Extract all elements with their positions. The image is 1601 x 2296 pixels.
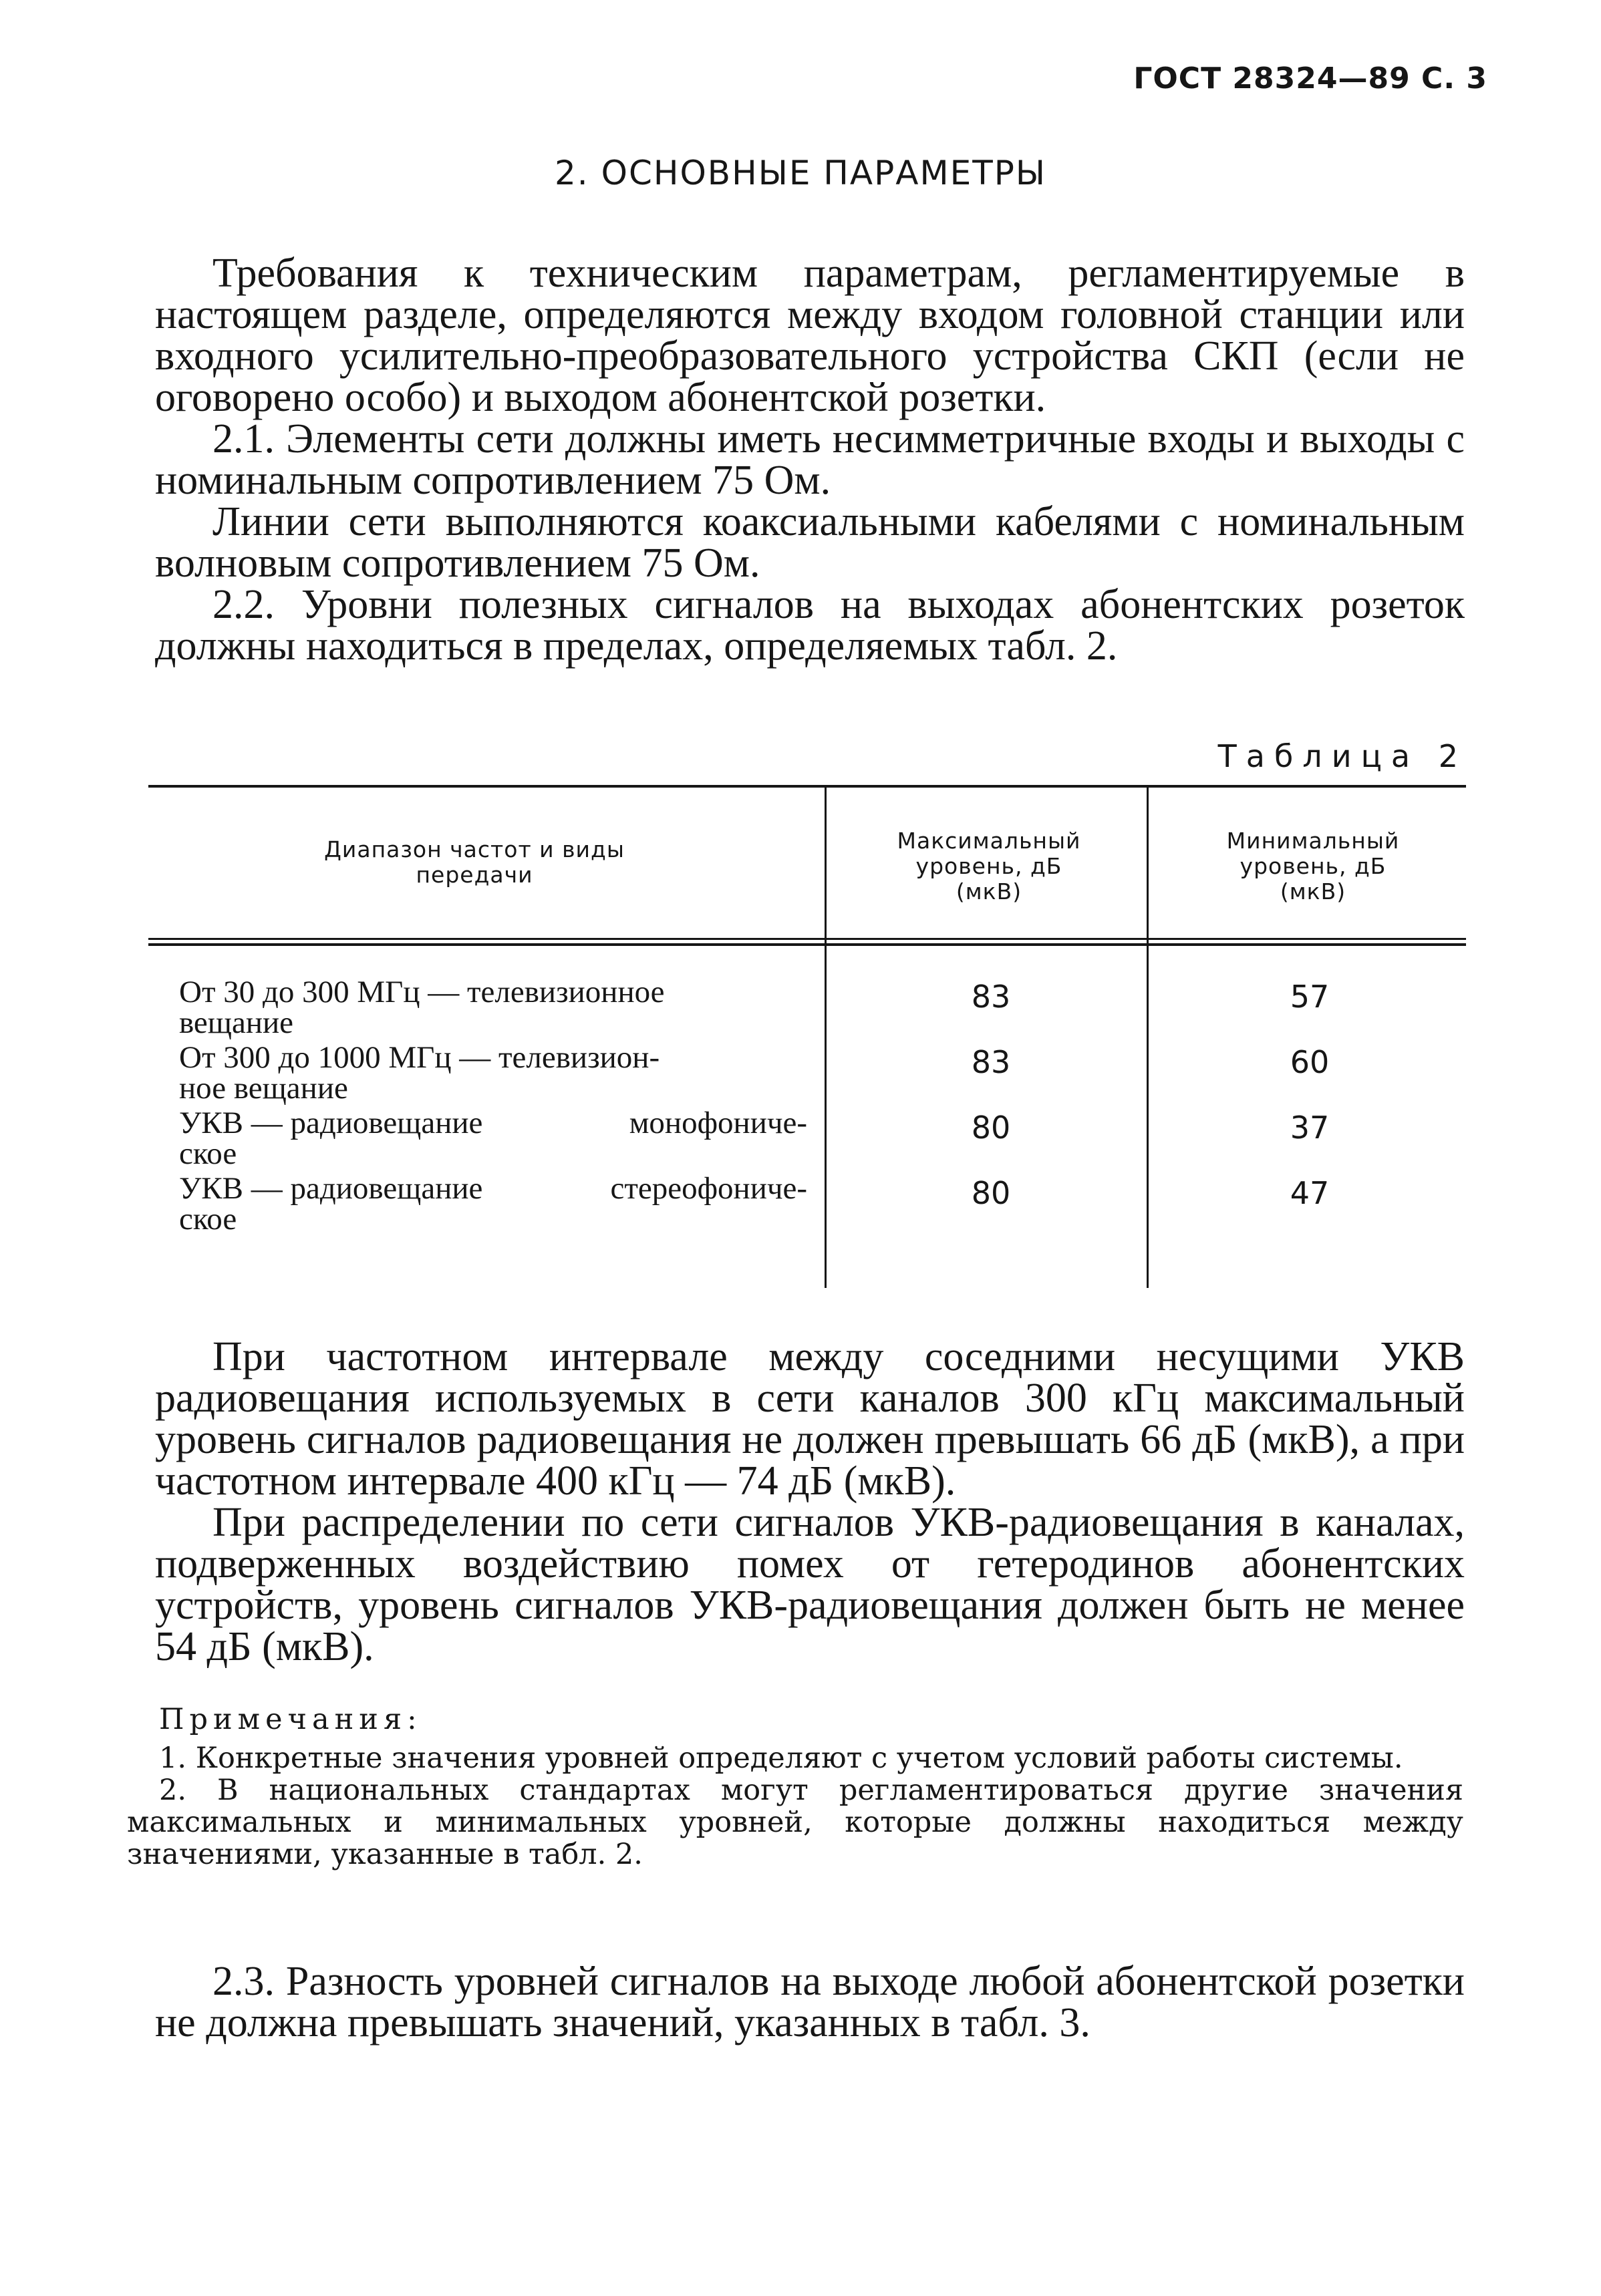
- row-3-range-line2: ское: [179, 1136, 237, 1171]
- notes-heading: Примечания:: [159, 1703, 422, 1736]
- paragraph-2-3: 2.3. Разность уровней сигналов на выходе любой абонентской розетки не должна превышать значений, указанных в табл. 3.: [155, 1959, 1465, 2045]
- paragraph-2-2: 2.2. Уровни полезных сигналов на выходах абонентских розеток должны находиться в пределах, определяемых табл. 2.: [155, 582, 1465, 669]
- final-text: [155, 1961, 1465, 2043]
- row-4-range-line2: ское: [179, 1202, 237, 1237]
- row-3-range-line1: УКВ — радиовещание: [179, 1106, 483, 1140]
- table-row-range: [179, 1108, 807, 1169]
- table-top-rule: [148, 785, 1466, 788]
- row-1-range-line2: вещание: [179, 1005, 293, 1040]
- row-3-min: 37: [1290, 1110, 1330, 1146]
- row-1-max: 83: [971, 979, 1011, 1015]
- table-column-divider-1: [825, 787, 827, 1288]
- paragraph-requirements: Требования к техническим параметрам, регламентируемые в настоящем разделе, определяются между входом головной станции или входного усилительно-преобразовательного устройства СКП (если не оговорено особо) и выходом абонентской розетки.: [155, 251, 1465, 420]
- row-4-min: 47: [1290, 1175, 1330, 1211]
- paragraph-ukv-distribution: При распределении по сети сигналов УКВ-радиовещания в каналах, подверженных воздействию помех от гетеродинов абонентских устройств, уровень сигналов УКВ-радиовещания должен быть не менее 54 дБ (мкВ).: [155, 1500, 1465, 1669]
- table-header-min: Минимальный уровень, дБ (мкВ): [1226, 828, 1400, 905]
- intro-text: [155, 253, 1465, 667]
- table-column-divider-2: [1147, 787, 1149, 1288]
- row-2-range-line2: ное вещание: [179, 1071, 348, 1106]
- note-1: 1. Конкретные значения уровней определяют с учетом условий работы системы.: [159, 1742, 1403, 1775]
- paragraph-coax-lines: Линии сети выполняются коаксиальными кабелями с номинальным волновым сопротивлением 75 Ом.: [155, 499, 1465, 586]
- row-2-min: 60: [1290, 1044, 1330, 1080]
- table-title: Таблица 2: [1217, 738, 1467, 774]
- row-2-range-line1: От 300 до 1000 МГц — телевизион-: [179, 1040, 660, 1075]
- paragraph-ukv-interval: При частотном интервале между соседними несущими УКВ радиовещания используемых в сети каналов 300 кГц максимальный уровень сигналов радиовещания не должен превышать 66 дБ (мкВ), а при частотном интервале 400 кГц — 74 дБ (мкВ).: [155, 1334, 1465, 1504]
- notes-block: [127, 1703, 1463, 1870]
- table-header-rule: [148, 938, 1466, 940]
- row-3-range-line1-tail: монофониче-: [629, 1106, 807, 1140]
- after-table-text: [155, 1336, 1465, 1667]
- paragraph-2-1: 2.1. Элементы сети должны иметь несимметричные входы и выходы с номинальным сопротивлением 75 Ом.: [155, 416, 1465, 503]
- row-2-max: 83: [971, 1044, 1011, 1080]
- gost-page-header: ГОСТ 28324—89 С. 3: [1133, 61, 1487, 96]
- row-3-max: 80: [971, 1110, 1011, 1146]
- section-title: 2. ОСНОВНЫЕ ПАРАМЕТРЫ: [554, 154, 1047, 192]
- table-row-range: [179, 1042, 807, 1104]
- row-1-min: 57: [1290, 979, 1330, 1015]
- note-2: 2. В национальных стандартах могут регламентироваться другие значения максимальных и минимальных уровней, которые должны находиться между значениями, указанные в табл. 2.: [127, 1774, 1463, 1871]
- row-4-max: 80: [971, 1175, 1011, 1211]
- table-row-range: [179, 1173, 807, 1235]
- row-4-range-line1-tail: стереофониче-: [610, 1171, 807, 1206]
- row-4-range-line1: УКВ — радиовещание: [179, 1171, 483, 1206]
- row-1-range-line1: От 30 до 300 МГц — телевизионное: [179, 975, 665, 1009]
- table-header-rule-double: [148, 943, 1466, 946]
- table-header-max: Максимальный уровень, дБ (мкВ): [897, 828, 1081, 905]
- table-header-range: Диапазон частот и виды передачи: [324, 836, 625, 888]
- table-row-range: [179, 977, 807, 1038]
